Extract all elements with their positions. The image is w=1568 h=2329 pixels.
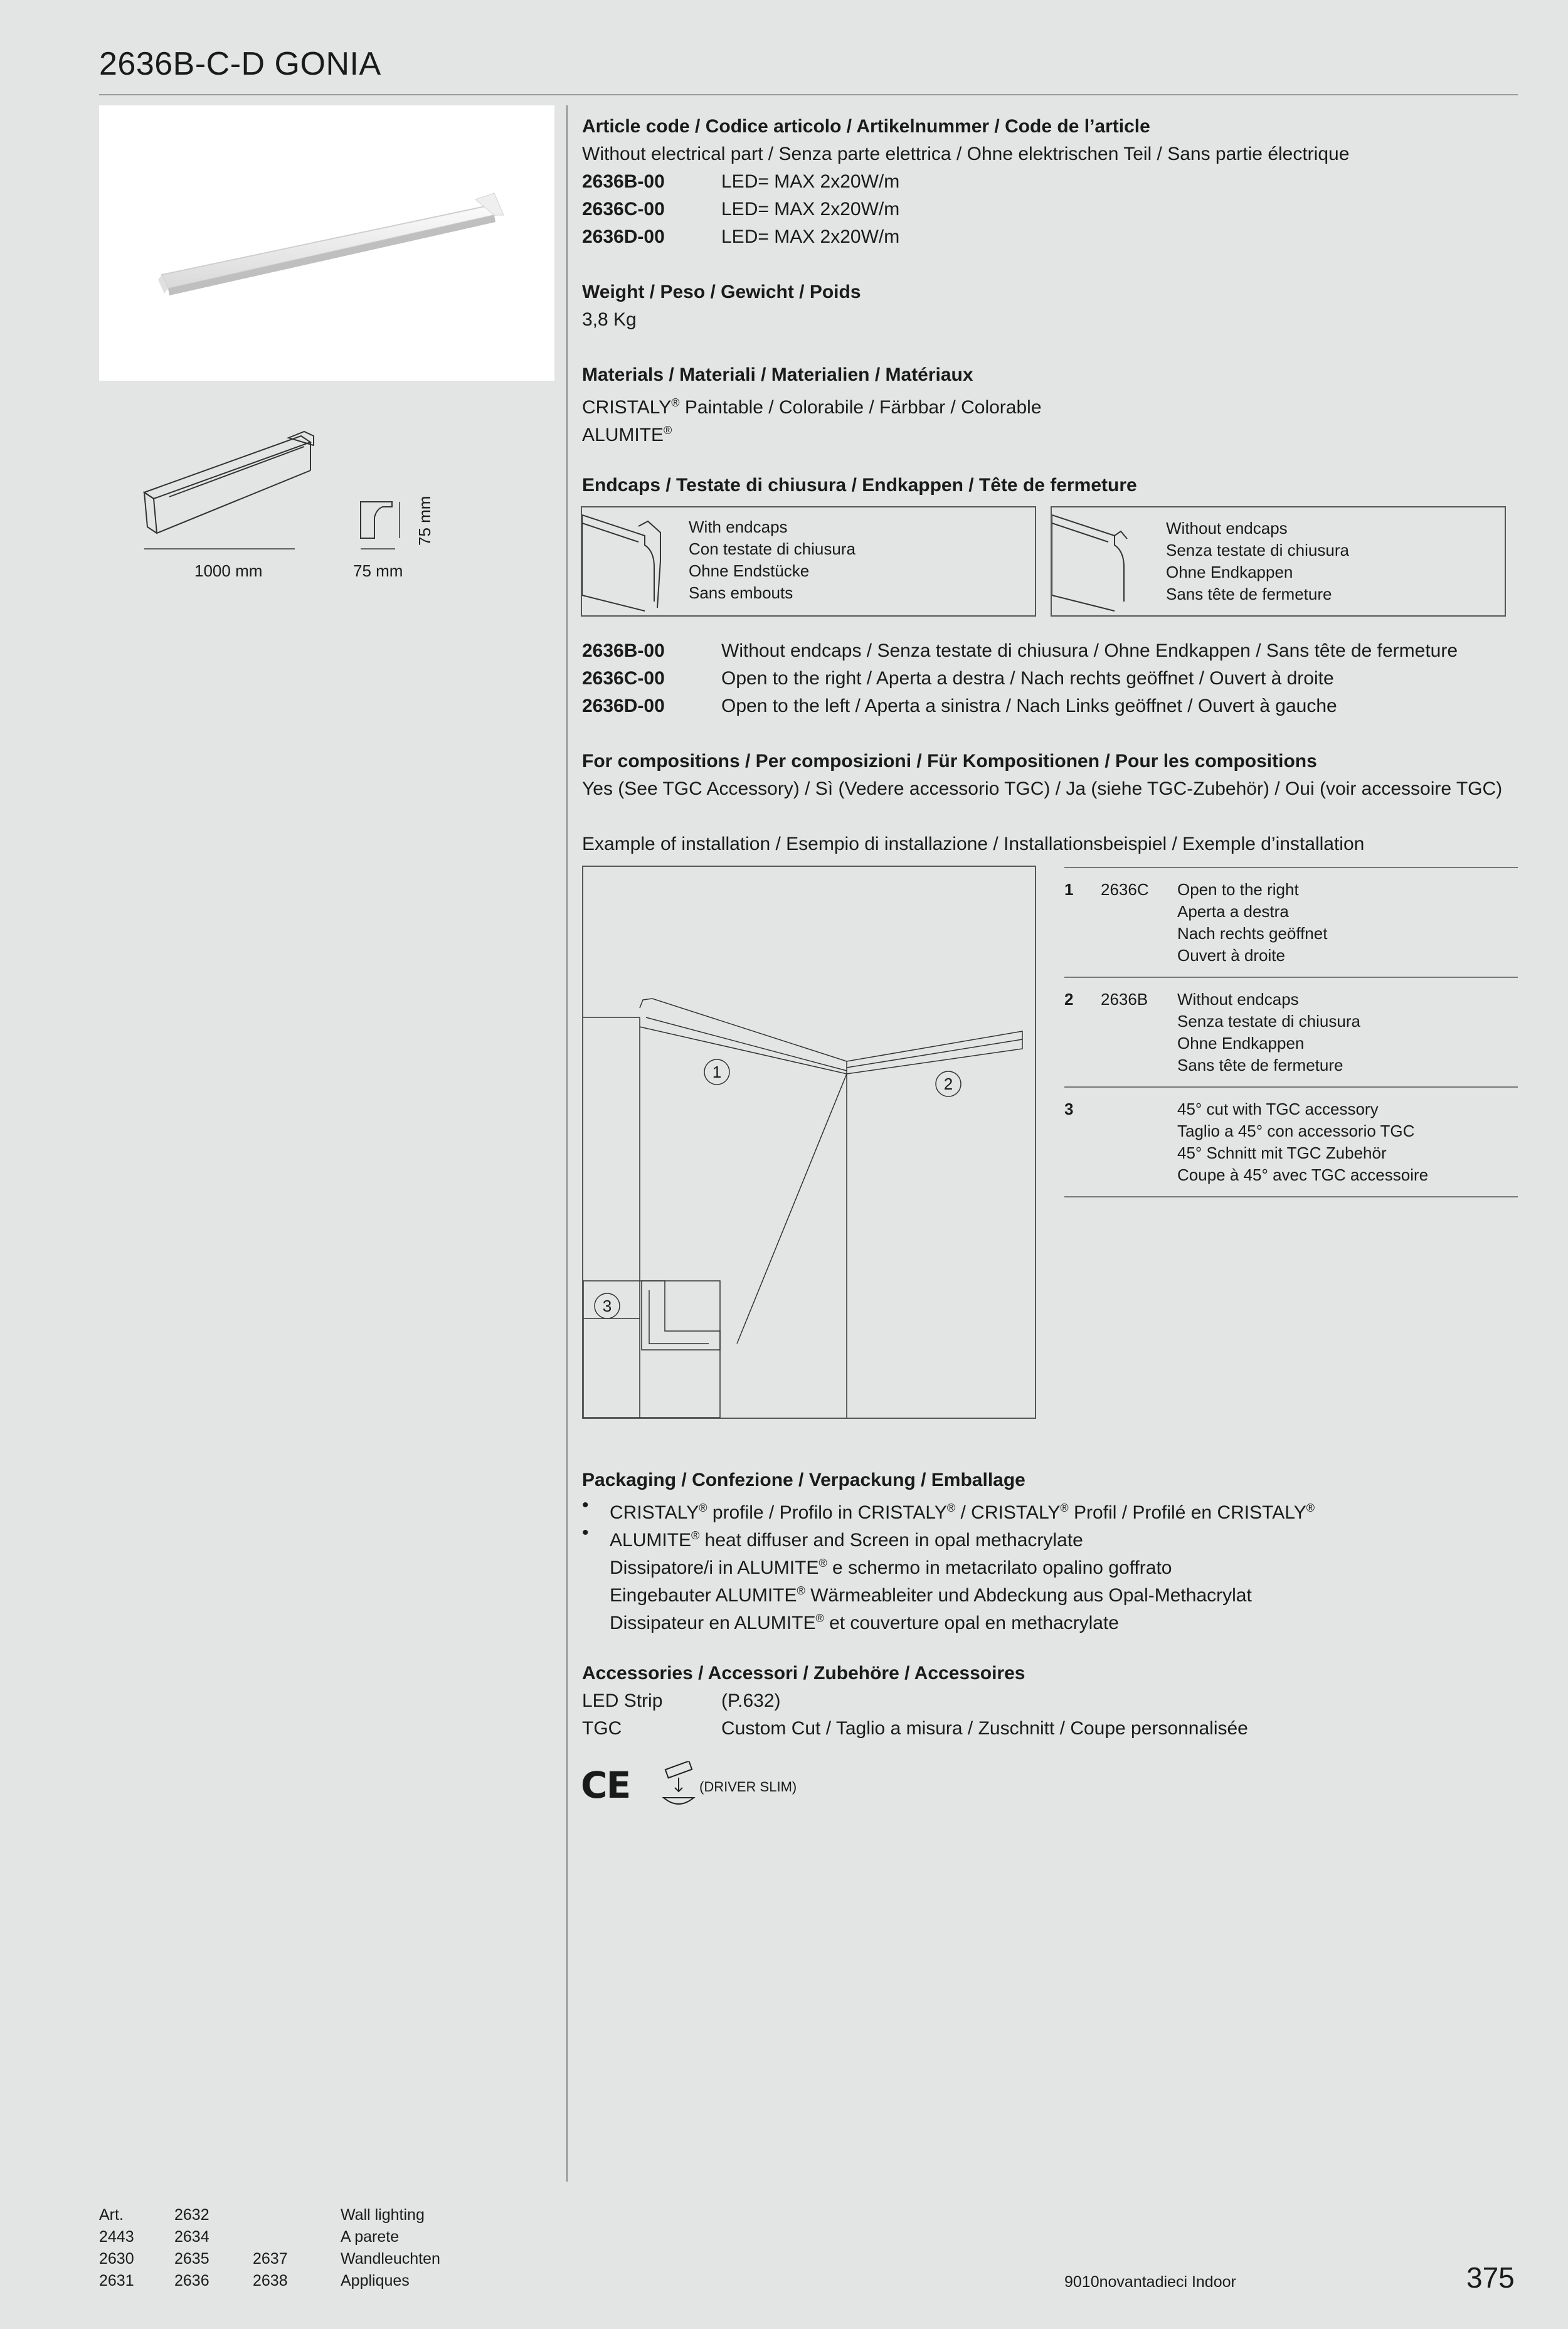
legend-line: Nach rechts geöffnet xyxy=(1177,924,1328,943)
packaging-bullet: • xyxy=(582,1522,589,1543)
product-photo xyxy=(99,105,554,381)
packaging-bullet: • xyxy=(582,1495,589,1515)
index-cell: 2631 xyxy=(99,2272,134,2289)
variant-code: 2636C-00 xyxy=(582,668,665,689)
index-category: Wall lighting xyxy=(341,2206,425,2224)
accessory-name: TGC xyxy=(582,1718,622,1739)
length-dimension: 1000 mm xyxy=(194,561,263,580)
cross-section-icon xyxy=(354,496,405,555)
article-heading: Article code / Codice articolo / Artikelnummer / Code de l’article xyxy=(582,116,1150,137)
legend-line: Without endcaps xyxy=(1177,990,1299,1009)
variant-desc: Open to the left / Aperta a sinistra / Nach Links geöffnet / Ouvert à gauche xyxy=(721,696,1337,716)
packaging-item: Dissipateur en ALUMITE® et couverture opal en methacrylate xyxy=(610,1612,1119,1633)
accessories-heading: Accessories / Accessori / Zubehöre / Accessoires xyxy=(582,1663,1025,1684)
endcaps-without-label: Senza testate di chiusura xyxy=(1166,541,1349,560)
legend-num: 1 xyxy=(1064,880,1074,899)
index-category: Appliques xyxy=(341,2272,410,2289)
legend-line: Sans tête de fermeture xyxy=(1177,1056,1343,1074)
profile-line-drawing xyxy=(132,427,320,555)
packaging-item: ALUMITE® heat diffuser and Screen in opal methacrylate xyxy=(610,1529,1083,1551)
endcaps-with-label: Ohne Endstücke xyxy=(689,561,810,580)
legend-divider xyxy=(1064,1196,1518,1197)
endcaps-with-label: Sans embouts xyxy=(689,583,793,602)
index-cell: 2634 xyxy=(174,2228,209,2246)
legend-divider xyxy=(1064,867,1518,868)
index-cell: 2637 xyxy=(253,2250,288,2268)
legend-divider xyxy=(1064,1086,1518,1088)
endcaps-without-label: Ohne Endkappen xyxy=(1166,563,1293,581)
index-category: A parete xyxy=(341,2228,400,2246)
legend-line: Taglio a 45° con accessorio TGC xyxy=(1177,1122,1415,1140)
accessory-value: Custom Cut / Taglio a misura / Zuschnitt / Coupe personnalisée xyxy=(721,1718,1248,1739)
accessory-value: (P.632) xyxy=(721,1690,781,1711)
variant-code: 2636B-00 xyxy=(582,640,665,661)
endcaps-with-label: Con testate di chiusura xyxy=(689,539,856,558)
index-cell: 2630 xyxy=(99,2250,134,2268)
compositions-heading: For compositions / Per composizioni / Für Kompositionen / Pour les compositions xyxy=(582,751,1317,772)
legend-line: Ouvert à droite xyxy=(1177,946,1285,965)
legend-num: 3 xyxy=(1064,1100,1074,1118)
endcaps-with-box xyxy=(581,506,1036,617)
index-cell: 2632 xyxy=(174,2206,209,2224)
compositions-text: Yes (See TGC Accessory) / Sì (Vedere accessorio TGC) / Ja (siehe TGC-Zubehör) / Oui (voir accessoire TGC) xyxy=(582,778,1503,799)
endcaps-heading: Endcaps / Testate di chiusura / Endkappen / Tête de fermeture xyxy=(582,475,1137,496)
materials-line-2: ALUMITE® xyxy=(582,424,672,445)
page-title: 2636B-C-D GONIA xyxy=(99,46,381,82)
legend-line: Senza testate di chiusura xyxy=(1177,1012,1360,1031)
endcaps-without-label: Sans tête de fermeture xyxy=(1166,585,1332,603)
packaging-item: Eingebauter ALUMITE® Wärmeableiter und Abdeckung aus Opal-Methacrylat xyxy=(610,1584,1252,1606)
packaging-item: CRISTALY® profile / Profilo in CRISTALY® / CRISTALY® Profil / Profilé en CRISTALY® xyxy=(610,1502,1315,1523)
article-desc: LED= MAX 2x20W/m xyxy=(721,171,900,192)
article-code: 2636B-00 xyxy=(582,171,665,192)
article-desc: LED= MAX 2x20W/m xyxy=(721,199,900,220)
marker-1: 1 xyxy=(712,1063,722,1081)
marker-3: 3 xyxy=(602,1297,612,1315)
legend-line: Ohne Endkappen xyxy=(1177,1034,1305,1053)
legend-code: 2636C xyxy=(1101,880,1149,899)
packaging-heading: Packaging / Confezione / Verpackung / Emballage xyxy=(582,1470,1025,1490)
title-divider xyxy=(99,94,1518,95)
variant-code: 2636D-00 xyxy=(582,696,665,716)
page-number: 375 xyxy=(1466,2261,1515,2294)
legend-num: 2 xyxy=(1064,990,1074,1009)
installation-heading: Example of installation / Esempio di installazione / Installationsbeispiel / Exemple d’installation xyxy=(582,834,1365,854)
legend-code: 2636B xyxy=(1101,990,1148,1009)
driver-slim-icon xyxy=(660,1761,697,1815)
footer-brand: 9010novantadieci Indoor xyxy=(1064,2273,1236,2291)
endcap-with-drawing xyxy=(582,507,695,615)
ce-mark-icon: CE xyxy=(581,1764,630,1806)
endcaps-without-label: Without endcaps xyxy=(1166,519,1288,538)
column-divider xyxy=(566,105,568,2182)
endcaps-with-label: With endcaps xyxy=(689,517,788,536)
driver-slim-label: (DRIVER SLIM) xyxy=(699,1779,797,1795)
index-cell: Art. xyxy=(99,2206,124,2224)
index-cell: 2443 xyxy=(99,2228,134,2246)
legend-line: Aperta a destra xyxy=(1177,902,1289,921)
legend-divider xyxy=(1064,977,1518,978)
materials-heading: Materials / Materiali / Materialien / Matériaux xyxy=(582,364,973,385)
accessory-name: LED Strip xyxy=(582,1690,663,1711)
index-cell: 2635 xyxy=(174,2250,209,2268)
weight-heading: Weight / Peso / Gewicht / Poids xyxy=(582,282,861,302)
article-subheading: Without electrical part / Senza parte elettrica / Ohne elektrischen Teil / Sans partie électrique xyxy=(582,144,1350,164)
legend-line: Coupe à 45° avec TGC accessoire xyxy=(1177,1165,1429,1184)
article-desc: LED= MAX 2x20W/m xyxy=(721,226,900,247)
index-category: Wandleuchten xyxy=(341,2250,440,2268)
article-code: 2636C-00 xyxy=(582,199,665,220)
index-cell: 2636 xyxy=(174,2272,209,2289)
materials-line-1: CRISTALY® Paintable / Colorabile / Färbbar / Colorable xyxy=(582,396,1042,418)
variant-desc: Without endcaps / Senza testate di chiusura / Ohne Endkappen / Sans tête de fermeture xyxy=(721,640,1458,661)
article-code: 2636D-00 xyxy=(582,226,665,247)
packaging-item: Dissipatore/i in ALUMITE® e schermo in metacrilato opalino goffrato xyxy=(610,1557,1172,1578)
index-cell: 2638 xyxy=(253,2272,288,2289)
variant-desc: Open to the right / Aperta a destra / Nach rechts geöffnet / Ouvert à droite xyxy=(721,668,1334,689)
installation-diagram xyxy=(582,866,1036,1419)
legend-line: Open to the right xyxy=(1177,880,1299,899)
endcap-without-drawing xyxy=(1052,507,1165,615)
legend-line: 45° Schnitt mit TGC Zubehör xyxy=(1177,1143,1387,1162)
weight-value: 3,8 Kg xyxy=(582,309,637,330)
height-dimension: 75 mm xyxy=(415,496,434,546)
marker-2: 2 xyxy=(943,1074,953,1093)
legend-line: 45° cut with TGC accessory xyxy=(1177,1100,1379,1118)
endcaps-without-box xyxy=(1051,506,1506,617)
width-dimension: 75 mm xyxy=(353,561,403,580)
